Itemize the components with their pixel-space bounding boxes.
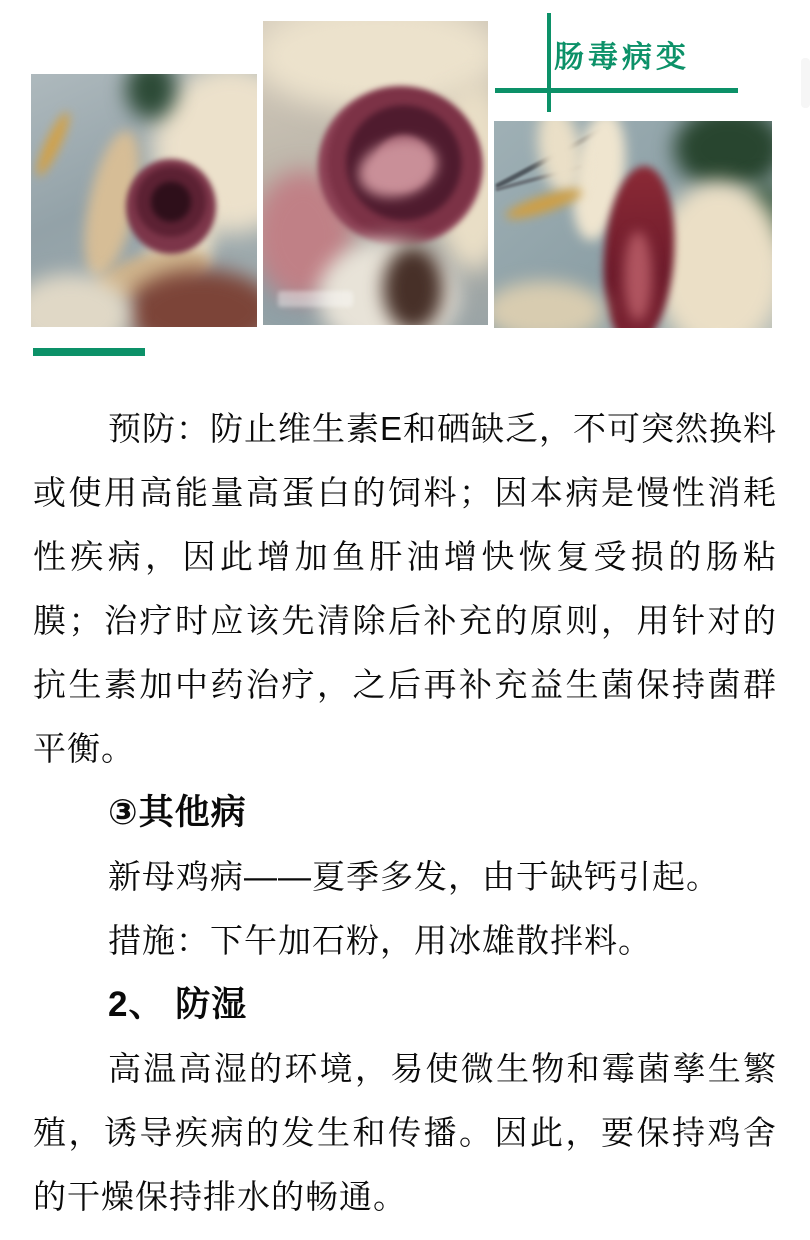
article-body (33, 397, 777, 1229)
section-title-horizontal-rule (495, 88, 738, 93)
necropsy-photo-middle (263, 21, 488, 325)
heading-moisture-control: 2、 防湿 (108, 985, 248, 1024)
paragraph-measures: 措施：下午加石粉，用冰雄散拌料。 (108, 922, 652, 959)
green-divider-bar (33, 348, 145, 356)
necropsy-photo-left (31, 74, 257, 327)
paragraph-humidity: 高温高湿的环境，易使微生物和霉菌孳生繁殖，诱导疾病的发生和传播。因此，要保持鸡舍的干燥保持排水的畅通。 (33, 1050, 777, 1215)
section-title: 肠毒病变 (554, 41, 690, 74)
necropsy-photo-right (494, 121, 772, 328)
paragraph-new-hen-disease: 新母鸡病——夏季多发，由于缺钙引起。 (108, 858, 720, 895)
section-title-vertical-rule (547, 13, 551, 112)
scrollbar-thumb[interactable] (801, 58, 810, 108)
heading-other-diseases: ③其他病 (108, 793, 247, 832)
paragraph-prevention: 预防：防止维生素E和硒缺乏，不可突然换料或使用高能量高蛋白的饲料；因本病是慢性消耗性疾病，因此增加鱼肝油增快恢复受损的肠粘膜；治疗时应该先清除后补充的原则，用针对的抗生素加中药治疗，之后再补充益生菌保持菌群平衡。 (33, 410, 778, 767)
